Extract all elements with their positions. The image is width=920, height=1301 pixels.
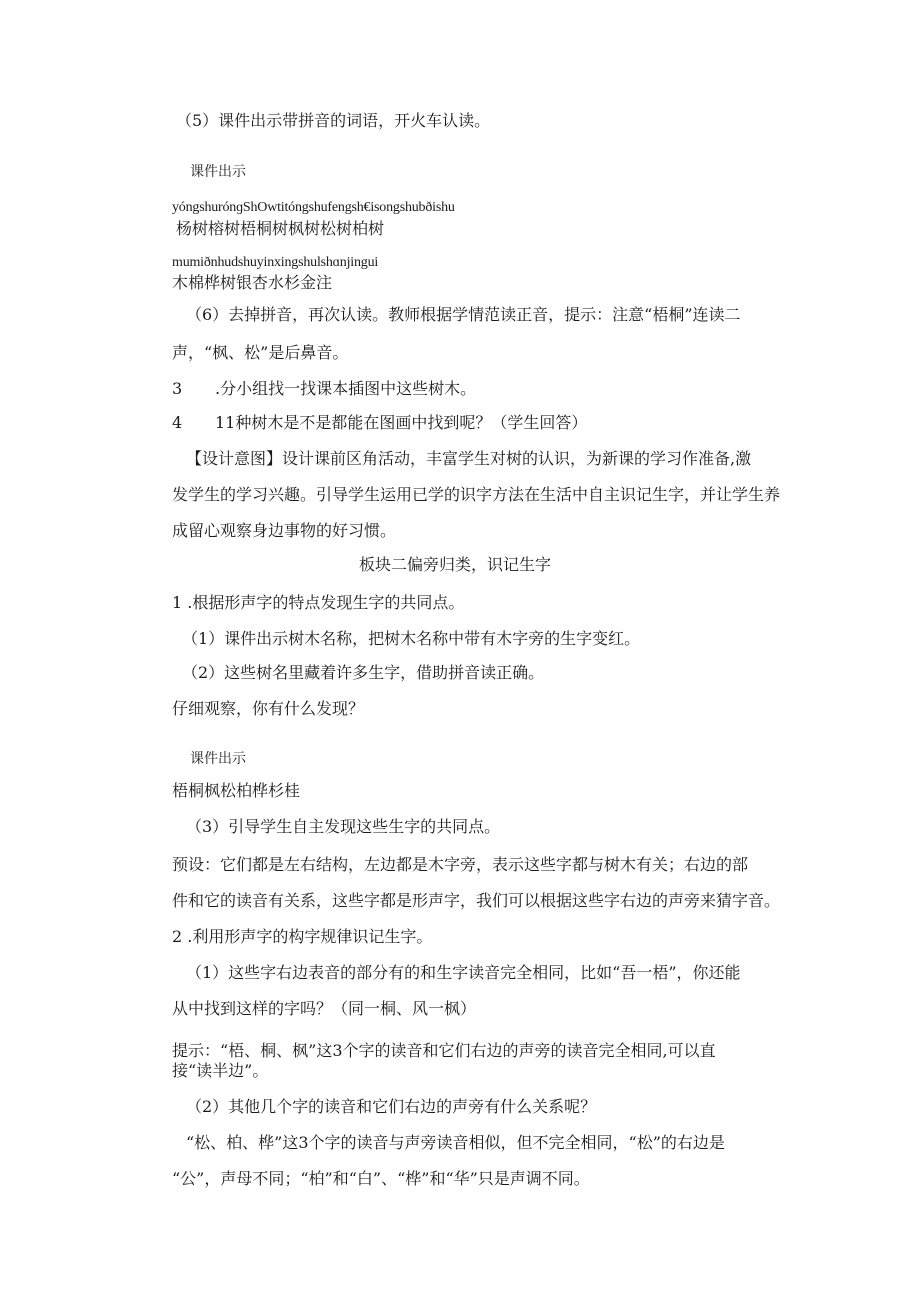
item-number: 3 bbox=[172, 379, 183, 398]
courseware-label: 课件出示 bbox=[190, 751, 246, 767]
item-2-text: 2 .利用形声字的构字规律识记生字。 bbox=[172, 927, 433, 946]
preset-paragraph: 预设：它们都是左右结构，左边都是木字旁，表示这些字都与树木有关；右边的部 bbox=[172, 855, 749, 874]
section-heading: 板块二偏旁归类，识记生字 bbox=[359, 555, 552, 574]
step-6-text: （6）去掉拼音，再次认读。教师根据学情范读正音，提示：注意“梧桐”连读二 bbox=[186, 305, 741, 324]
pinyin-line: yóngshurónɡShOwtitóngshufengsh€isongshubðishu bbox=[172, 200, 455, 215]
pinyin-line: mumiðnhudshuyinxingshulshɑnjingui bbox=[172, 255, 379, 270]
sub-item-2-text: （2）其他几个字的读音和它们右边的声旁有什么关系呢？ bbox=[186, 1097, 597, 1116]
item-4-text: 11种树木是不是都能在图画中找到呢？（学生回答） bbox=[215, 413, 588, 432]
paragraph-line: 接“读半边”。 bbox=[172, 1061, 269, 1080]
paragraph-line: 从中找到这样的字吗？（同一桐、风一枫） bbox=[172, 999, 477, 1018]
characters-line: 梧桐枫松柏桦杉桂 bbox=[172, 781, 301, 800]
paragraph-line: 声，“枫、松”是后鼻音。 bbox=[172, 343, 349, 362]
paragraph-line: 成留心观察身边事物的好习惯。 bbox=[172, 521, 397, 540]
tree-names-line: 杨树榕树梧桐树枫树松树柏树 bbox=[176, 219, 385, 238]
design-intent-paragraph: 【设计意图】设计课前区角活动，丰富学生对树的认识，为新课的学习作准备,激 bbox=[186, 449, 752, 468]
item-number: 4 bbox=[172, 413, 183, 432]
courseware-label: 课件出示 bbox=[190, 164, 246, 180]
paragraph-line: 仔细观察，你有什么发现？ bbox=[172, 699, 365, 718]
paragraph-line: 发学生的学习兴趣。引导学生运用已学的识字方法在生活中自主识记生字，并让学生养 bbox=[172, 485, 781, 504]
hint-paragraph: 提示：“梧、桐、枫”这3个字的读音和它们右边的声旁的读音完全相同,可以直 bbox=[172, 1041, 716, 1060]
item-3-text: .分小组找一找课本插图中这些树木。 bbox=[215, 379, 477, 398]
sub-item-1-text: （1）这些字右边表音的部分有的和生字读音完全相同，比如“吾一梧”，你还能 bbox=[186, 963, 741, 982]
paragraph-line: 件和它的读音有关系，这些字都是形声字，我们可以根据这些字右边的声旁来猜字音。 bbox=[172, 891, 781, 910]
item-1-text: 1 .根据形声字的特点发现生字的共同点。 bbox=[172, 593, 465, 612]
step-5-text: （5）课件出示带拼音的词语，开火车认读。 bbox=[176, 111, 491, 130]
tree-names-line: 木棉桦树银杏水杉金注 bbox=[172, 273, 333, 292]
sub-item-2-text: （2）这些树名里藏着许多生字，借助拼音读正确。 bbox=[182, 663, 545, 682]
paragraph-line: “松、柏、桦”这3个字的读音与声旁读音相似，但不完全相同，“松”的右边是 bbox=[186, 1133, 725, 1152]
sub-item-3-text: （3）引导学生自主发现这些生字的共同点。 bbox=[186, 817, 501, 836]
sub-item-1-text: （1）课件出示树木名称，把树木名称中带有木字旁的生字变红。 bbox=[182, 629, 641, 648]
paragraph-line: “公”，声母不同；“柏”和“白”、“桦”和“华”只是声调不同。 bbox=[172, 1169, 590, 1188]
